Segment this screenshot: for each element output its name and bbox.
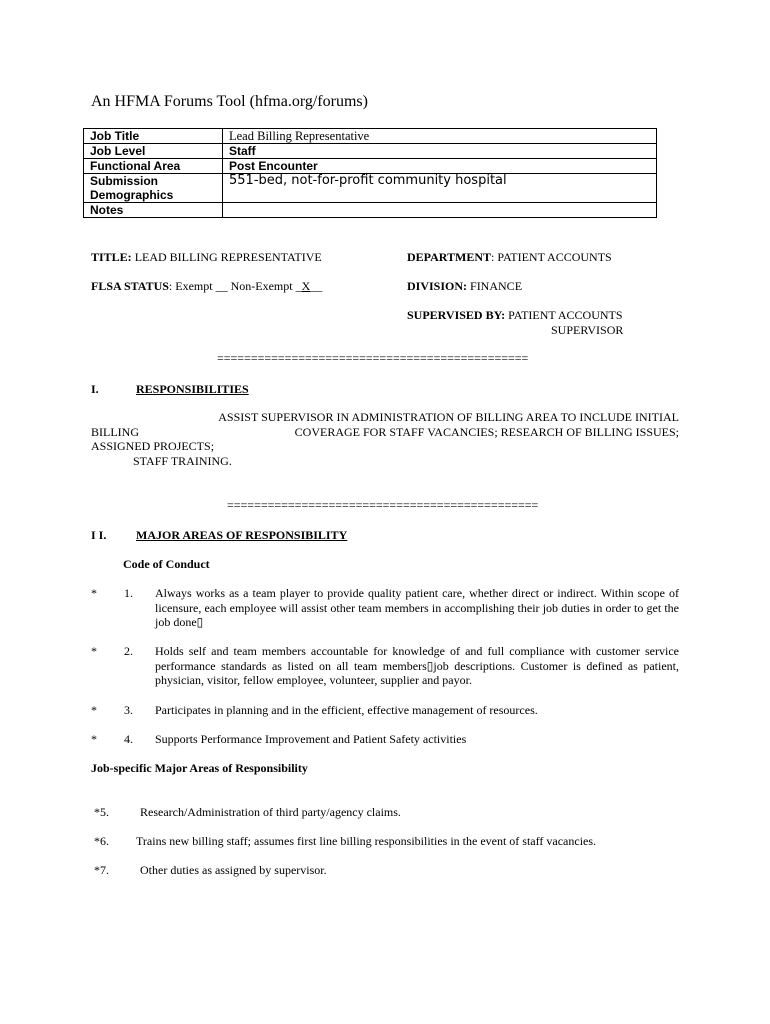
code-of-conduct-heading: Code of Conduct bbox=[123, 557, 210, 571]
supervised-value-line1: PATIENT ACCOUNTS bbox=[505, 308, 623, 322]
separator-line: ============================================== bbox=[217, 351, 529, 365]
item-text: Holds self and team members accountable for knowledge of and full compliance with customer service performance standards as listed on all team members▯job descriptions. Customer is defined as patient, physician, visitor, fellow employee, volunteer, supplier and payor. bbox=[155, 644, 679, 687]
responsibilities-line: ASSIGNED PROJECTS; bbox=[91, 439, 215, 453]
flsa-tail: __ bbox=[310, 279, 323, 293]
section-numeral: I I. bbox=[91, 528, 107, 542]
row-label: Job Title bbox=[84, 129, 223, 144]
job-info-table bbox=[83, 128, 657, 218]
list-item bbox=[91, 732, 679, 747]
responsibilities-line-end: COVERAGE FOR STAFF VACANCIES; RESEARCH OF BILLING ISSUES; bbox=[294, 424, 679, 439]
department-value: : PATIENT ACCOUNTS bbox=[491, 250, 612, 264]
responsibilities-line bbox=[91, 425, 679, 440]
item-bullet: * bbox=[91, 586, 97, 600]
row-value: Staff bbox=[223, 144, 657, 159]
item-number: 3. bbox=[124, 703, 133, 717]
row-value bbox=[223, 203, 657, 218]
table-row bbox=[84, 203, 657, 218]
item-text: Always works as a team player to provide quality patient care, whether direct or indirect. Within scope of licensure, each employee will assist other team members in accomplishing their job duties in order to get the job done▯ bbox=[155, 586, 679, 629]
table-row bbox=[84, 129, 657, 144]
table-row bbox=[84, 159, 657, 174]
supervised-field bbox=[407, 308, 623, 323]
responsibilities-text bbox=[91, 410, 679, 468]
table-row bbox=[84, 144, 657, 159]
row-value: Lead Billing Representative bbox=[223, 129, 657, 144]
division-value: FINANCE bbox=[467, 279, 523, 293]
document-header-title: An HFMA Forums Tool (hfma.org/forums) bbox=[91, 93, 368, 110]
row-label: Submission bbox=[84, 174, 223, 189]
flsa-mark: X bbox=[301, 279, 311, 293]
separator-line: ============================================== bbox=[227, 498, 539, 512]
division-label: DIVISION: bbox=[407, 279, 468, 293]
section-heading: RESPONSIBILITIES bbox=[136, 382, 249, 396]
section-heading: MAJOR AREAS OF RESPONSIBILITY bbox=[136, 528, 348, 542]
supervised-value-line2: SUPERVISOR bbox=[551, 323, 624, 337]
job-item-number: *6. bbox=[94, 834, 109, 848]
flsa-value: : Exempt __ Non-Exempt _ bbox=[168, 279, 302, 293]
title-field bbox=[91, 250, 322, 265]
item-bullet: * bbox=[91, 703, 97, 717]
list-item bbox=[91, 644, 679, 688]
job-item-text: Other duties as assigned by supervisor. bbox=[140, 863, 327, 877]
job-item-number: *7. bbox=[94, 863, 109, 877]
list-item bbox=[91, 586, 679, 630]
row-value: 551-bed, not-for-profit community hospital bbox=[223, 174, 657, 203]
flsa-label: FLSA STATUS bbox=[91, 279, 169, 293]
job-item-text: Research/Administration of third party/agency claims. bbox=[140, 805, 401, 819]
job-item-text: Trains new billing staff; assumes first line billing responsibilities in the event of staff vacancies. bbox=[136, 834, 597, 848]
list-item bbox=[91, 703, 679, 718]
title-value: LEAD BILLING REPRESENTATIVE bbox=[134, 250, 322, 264]
row-label: Functional Area bbox=[84, 159, 223, 174]
department-label: DEPARTMENT bbox=[407, 250, 492, 264]
row-value: Post Encounter bbox=[223, 159, 657, 174]
title-label: TITLE: bbox=[91, 250, 132, 264]
responsibilities-line: ASSIST SUPERVISOR IN ADMINISTRATION OF BILLING AREA TO INCLUDE INITIAL bbox=[218, 410, 679, 424]
item-number: 2. bbox=[124, 644, 133, 658]
responsibilities-line-start: BILLING bbox=[91, 424, 139, 439]
item-number: 4. bbox=[124, 732, 133, 746]
item-bullet: * bbox=[91, 732, 97, 746]
division-field bbox=[407, 279, 522, 294]
item-text: Supports Performance Improvement and Patient Safety activities bbox=[155, 732, 467, 746]
item-number: 1. bbox=[124, 586, 133, 600]
table-row bbox=[84, 174, 657, 189]
section-numeral: I. bbox=[91, 382, 99, 396]
row-label: Demographics bbox=[84, 188, 223, 203]
job-item-number: *5. bbox=[94, 805, 109, 819]
item-text: Participates in planning and in the efficient, effective management of resources. bbox=[155, 703, 538, 717]
flsa-field bbox=[91, 279, 322, 294]
job-specific-heading: Job-specific Major Areas of Responsibility bbox=[91, 761, 308, 775]
department-field bbox=[407, 250, 612, 265]
supervised-label: SUPERVISED BY: bbox=[407, 308, 506, 322]
responsibilities-line: STAFF TRAINING. bbox=[133, 453, 232, 468]
row-label: Notes bbox=[84, 203, 223, 218]
row-label: Job Level bbox=[84, 144, 223, 159]
item-bullet: * bbox=[91, 644, 97, 658]
